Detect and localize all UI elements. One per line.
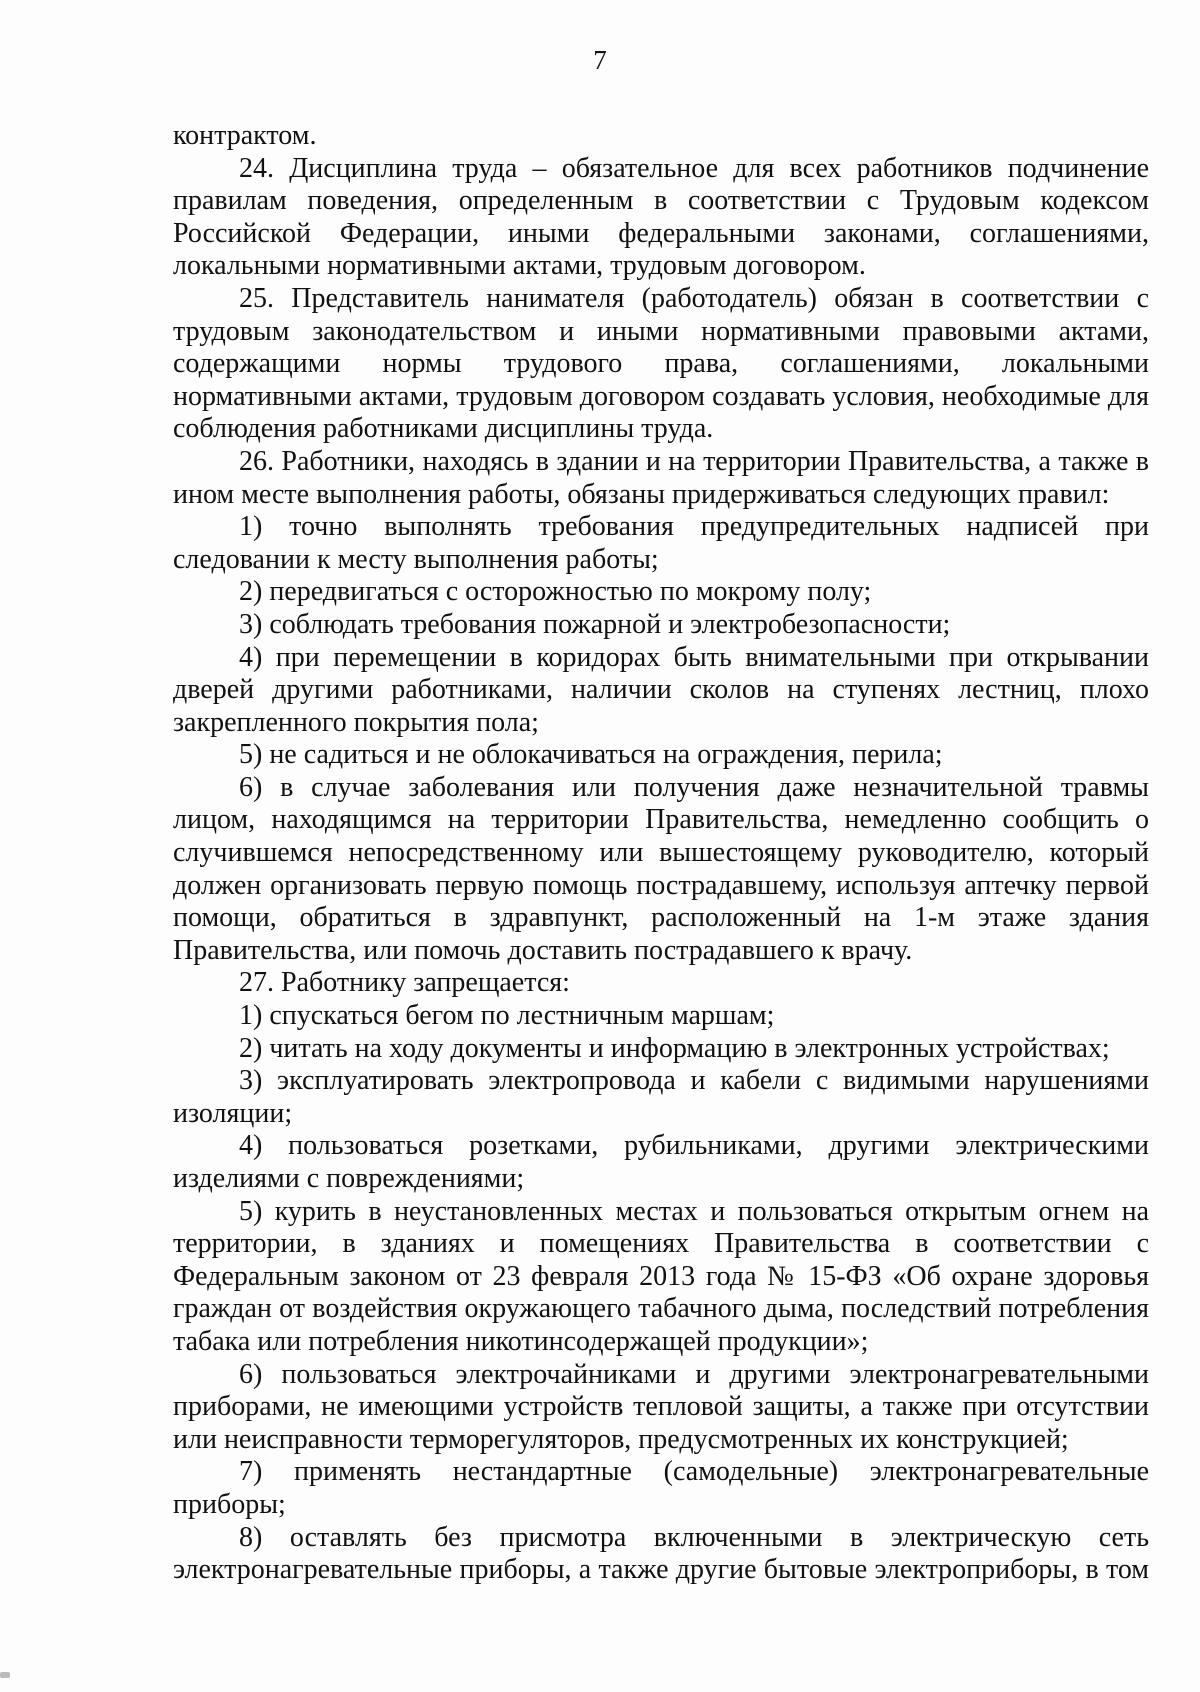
- paragraph-25: 25. Представитель нанимателя (работодатель) обязан в соответствии с трудовым законодательством и иными нормативными правовыми актами, содержащими нормы трудового права, соглашениями, локальными нормативными актами, трудовым договором создавать условия, необходимые для соблюдения работниками дисциплины труда.: [173, 282, 1149, 445]
- paragraph-24: 24. Дисциплина труда – обязательное для всех работников подчинение правилам поведения, определенным в соответствии с Трудовым кодексом Российской Федерации, иными федеральными законами, соглашениями, локальными нормативными актами, трудовым договором.: [173, 152, 1149, 282]
- list-item-27-2: 2) читать на ходу документы и информацию в электронных устройствах;: [239, 1032, 1110, 1064]
- list-item-27-4: 4) пользоваться розетками, рубильниками, другими электрическими изделиями с повреждениями;: [173, 1130, 1149, 1194]
- list-item-27-5: 5) курить в неустановленных местах и пользоваться открытым огнем на территории, в зданиях и помещениях Правительства в соответствии с Федеральным законом от 23 февраля 2013 года № 15-ФЗ «Об охране здоровья граждан от воздействия окружающего табачного дыма, последствий потребления табака или потребления никотинсодержащей продукции»;: [173, 1195, 1149, 1357]
- document-body: [173, 120, 1149, 1587]
- list-item-26-2: 2) передвигаться с осторожностью по мокрому полу;: [239, 576, 872, 608]
- list-item-26-1: 1) точно выполнять требования предупредительных надписей при следовании к месту выполнения работы;: [173, 511, 1149, 575]
- list-item-27-7: 7) применять нестандартные (самодельные) электронагревательные приборы;: [173, 1456, 1149, 1520]
- list-item-26-3: 3) соблюдать требования пожарной и электробезопасности;: [239, 608, 951, 640]
- list-item-27-8: 8) оставлять без присмотра включенными в электрическую сеть электронагревательные приборы, а также другие бытовые электроприборы, в том: [173, 1521, 1149, 1586]
- scan-artifact: [0, 1672, 10, 1678]
- list-item-26-6: 6) в случае заболевания или получения даже незначительной травмы лицом, находящимся на территории Правительства, немедленно сообщить о случившемся непосредственному или вышестоящему руководителю, который должен организовать первую помощь пострадавшему, используя аптечку первой помощи, обратиться в здравпункт, расположенный на 1-м этаже здания Правительства, или помочь доставить пострадавшего к врачу.: [173, 771, 1149, 966]
- page-number: 7: [593, 45, 607, 75]
- list-item-26-4: 4) при перемещении в коридорах быть внимательными при открывании дверей другими работниками, наличии сколов на ступенях лестниц, плохо закрепленного покрытия пола;: [173, 641, 1149, 738]
- list-item-27-3: 3) эксплуатировать электропровода и кабели с видимыми нарушениями изоляции;: [173, 1065, 1149, 1129]
- paragraph-27: 27. Работнику запрещается:: [239, 967, 570, 999]
- list-item-27-6: 6) пользоваться электрочайниками и другими электронагревательными приборами, не имеющими устройств тепловой защиты, а также при отсутствии или неисправности терморегуляторов, предусмотренных их конструкцией;: [173, 1358, 1149, 1455]
- paragraph-continuation: контрактом.: [173, 120, 317, 151]
- list-item-26-5: 5) не садиться и не облокачиваться на ограждения, перила;: [239, 739, 943, 771]
- list-item-27-1: 1) спускаться бегом по лестничным маршам;: [239, 1000, 775, 1032]
- paragraph-26: 26. Работники, находясь в здании и на территории Правительства, а также в ином месте выполнения работы, обязаны придерживаться следующих правил:: [173, 445, 1149, 510]
